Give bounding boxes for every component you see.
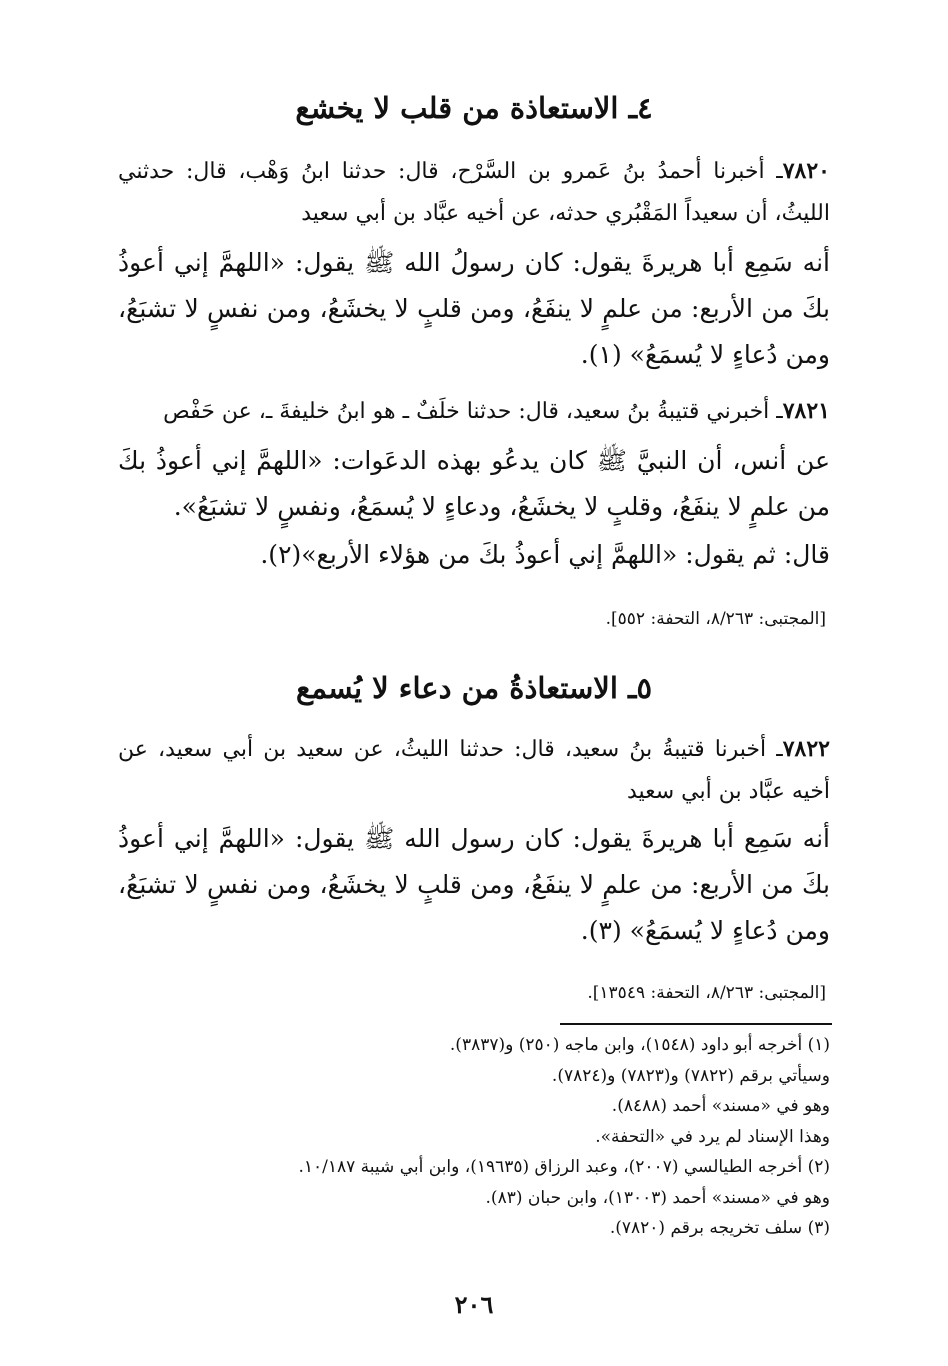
reference-citation: [المجتبى: ٨/٢٦٣، التحفة: ١٣٥٤٩]. xyxy=(587,983,826,1003)
hadith-7820-text xyxy=(118,240,830,378)
hadith-number: ٧٨٢٠ xyxy=(782,158,830,184)
hadith-7822-text xyxy=(118,816,830,954)
matn-text: أنه سَمِع أبا هريرةَ يقول: كان رسول الله ﷺ يقول: «اللهمَّ إني أعوذُ بكَ من الأربع: من علمٍ لا ينفَعُ، ومن قلبٍ لا يخشَعُ، ومن نفسٍ لا تشبَعُ، ومن دُعاءٍ لا يُسمَعُ» xyxy=(118,824,830,945)
matn-text: عن أنس، أن النبيَّ ﷺ كان يدعُو بهذه الدعَوات: «اللهمَّ إني أعوذُ بكَ من علمٍ لا ينفَعُ، وقلبٍ لا يخشَعُ، ودعاءٍ لا يُسمَعُ، ونفسٍ لا تشبَعُ». xyxy=(118,446,830,521)
footnotes-list xyxy=(118,1030,830,1244)
footnote-line: وهذا الإسناد لم يرد في «التحفة». xyxy=(595,1126,830,1147)
footnote-line: وسيأتي برقم (٧٨٢٢) و(٧٨٢٣) و(٧٨٢٤). xyxy=(551,1065,830,1086)
footnote-line: وهو في «مسند» أحمد (٨٤٨٨). xyxy=(611,1096,830,1116)
section-heading-5: ٥ـ الاستعاذةُ من دعاء لا يُسمع xyxy=(295,671,653,705)
matn-text: قال: ثم يقول: «اللهمَّ إني أعوذُ بكَ من هؤلاء الأربع» xyxy=(301,540,830,569)
footnote-line: وهو في «مسند» أحمد (١٣٠٠٣)، وابن حبان (٨٣). xyxy=(485,1187,830,1208)
hadith-7820-chain xyxy=(118,150,830,235)
hadith-number: ٧٨٢٢ xyxy=(782,736,830,762)
hadith-7821-text xyxy=(118,438,830,530)
hadith-7821-chain xyxy=(118,390,830,433)
hadith-7822-chain xyxy=(118,728,830,813)
page-number: ٢٠٦ xyxy=(454,1290,494,1319)
hadith-number: ٧٨٢١ xyxy=(782,398,830,424)
chain-text: ـ أخبرنا قتيبةُ بنُ سعيد، قال: حدثنا الليثُ، عن سعيد بن أبي سعيد، عن أخيه عبَّاد بن أبي سعيد xyxy=(118,737,830,804)
footnote-divider xyxy=(560,1023,832,1025)
chain-text: ـ أخبرنا أحمدُ بنُ عَمرو بن السَّرْح، قال: حدثنا ابنُ وَهْب، قال: حدثني الليثُ، أن سعيداً المَقْبُري حدثه، عن أخيه عبَّاد بن أبي سعيد xyxy=(118,159,830,226)
footnote-line: (٢) أخرجه الطيالسي (٢٠٠٧)، وعبد الرزاق (١٩٦٣٥)، وابن أبي شيبة ١٠/١٨٧. xyxy=(298,1157,830,1177)
reference-citation: [المجتبى: ٨/٢٦٣، التحفة: ٥٥٢]. xyxy=(605,609,826,629)
footnote-marker: (١). xyxy=(580,340,622,369)
section-heading-4: ٤ـ الاستعاذة من قلب لا يخشع xyxy=(295,91,653,125)
footnote-marker: (٣). xyxy=(580,916,622,945)
footnote-marker: (٢). xyxy=(260,540,302,569)
chain-text: ـ أخبرني قتيبةُ بنُ سعيد، قال: حدثنا خلَفٌ ـ هو ابنُ خليفةَ ـ، عن حَفْص xyxy=(163,399,783,424)
footnote-line: (١) أخرجه أبو داود (١٥٤٨)، وابن ماجه (٢٥٠) و(٣٨٣٧). xyxy=(449,1035,830,1055)
hadith-7821-text-continued xyxy=(118,532,830,578)
footnote-line: (٣) سلف تخريجه برقم (٧٨٢٠). xyxy=(609,1218,830,1238)
matn-text: أنه سَمِع أبا هريرةَ يقول: كان رسولُ الله ﷺ يقول: «اللهمَّ إني أعوذُ بكَ من الأربع: من علمٍ لا ينفَعُ، ومن قلبٍ لا يخشَعُ، ومن نفسٍ لا تشبَعُ، ومن دُعاءٍ لا يُسمَعُ» xyxy=(118,248,830,369)
